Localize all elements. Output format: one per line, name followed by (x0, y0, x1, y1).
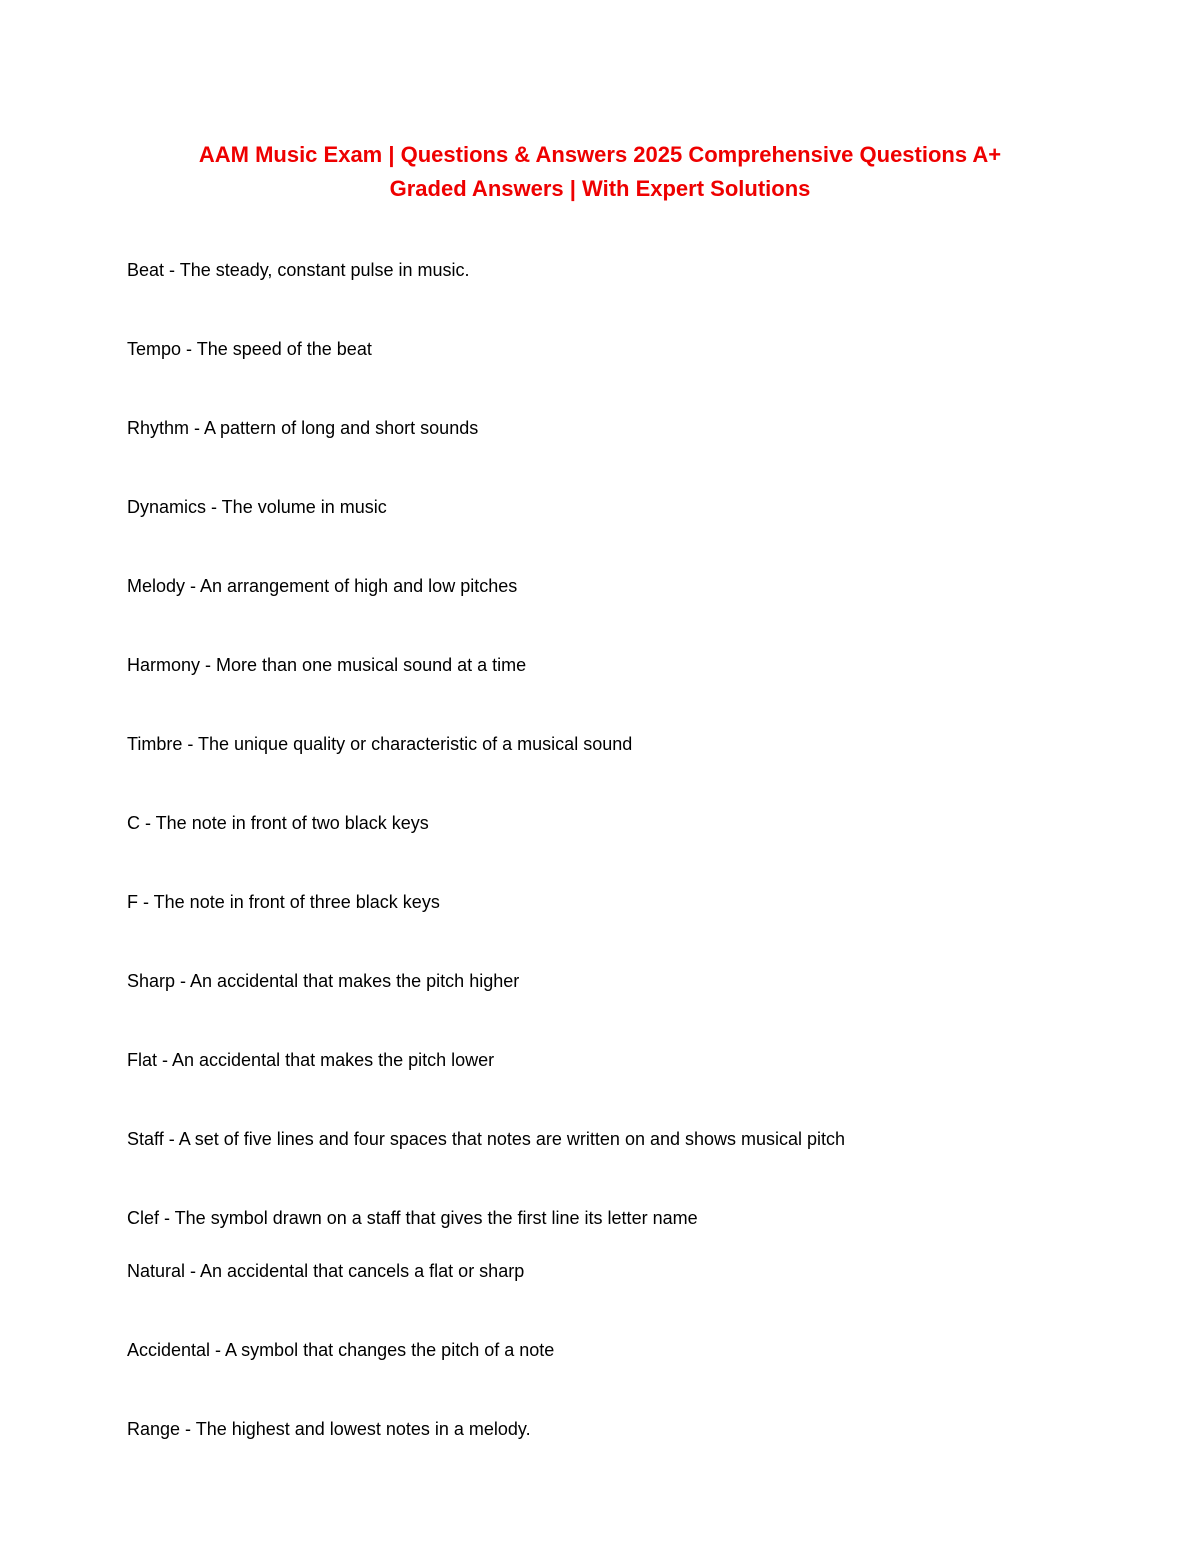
term-rhythm: Rhythm - A pattern of long and short sounds (127, 418, 479, 438)
title-line-1: AAM Music Exam | Questions & Answers 2025 Comprehensive Questions A+ (198, 142, 1002, 167)
term-natural: Natural - An accidental that cancels a flat or sharp (127, 1261, 525, 1281)
term-flat: Flat - An accidental that makes the pitch lower (127, 1050, 495, 1070)
term-harmony: Harmony - More than one musical sound at a time (127, 655, 527, 675)
term-sharp: Sharp - An accidental that makes the pitch higher (127, 971, 520, 991)
term-dynamics: Dynamics - The volume in music (127, 497, 387, 517)
term-f: F - The note in front of three black keys (127, 892, 440, 912)
term-range: Range - The highest and lowest notes in a melody. (127, 1419, 531, 1439)
term-c: C - The note in front of two black keys (127, 813, 429, 833)
title-line-2: Graded Answers | With Expert Solutions (389, 176, 811, 201)
term-beat: Beat - The steady, constant pulse in music. (127, 260, 470, 280)
term-staff: Staff - A set of five lines and four spaces that notes are written on and shows musical pitch (127, 1129, 846, 1149)
term-melody: Melody - An arrangement of high and low pitches (127, 576, 518, 596)
term-timbre: Timbre - The unique quality or characteristic of a musical sound (127, 734, 633, 754)
term-accidental: Accidental - A symbol that changes the pitch of a note (127, 1340, 555, 1360)
term-clef: Clef - The symbol drawn on a staff that gives the first line its letter name (127, 1208, 698, 1228)
term-tempo: Tempo - The speed of the beat (127, 339, 372, 359)
document-title (100, 138, 1100, 206)
